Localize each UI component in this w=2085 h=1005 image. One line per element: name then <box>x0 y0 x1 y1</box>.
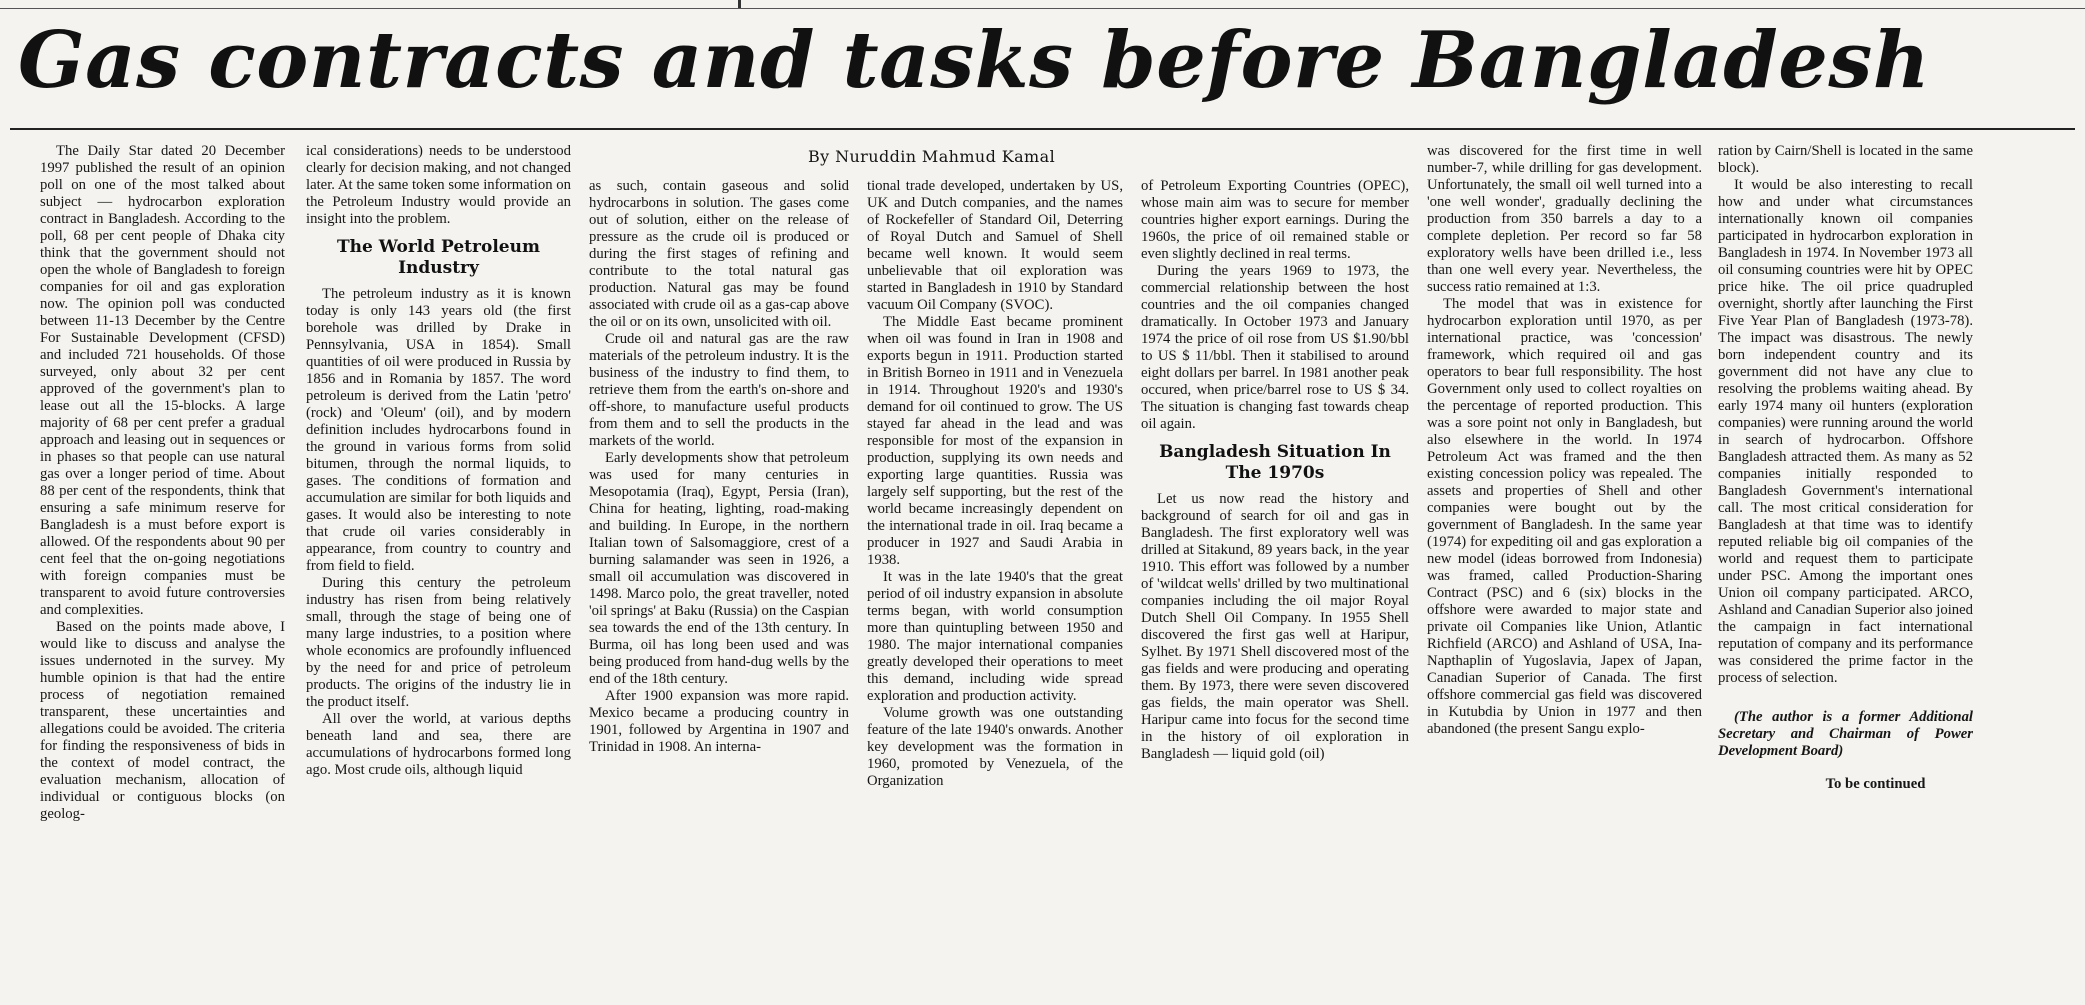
article-column-1 <box>40 143 285 995</box>
byline: By Nuruddin Mahmud Kamal <box>808 147 1056 166</box>
headline: Gas contracts and tasks before Bangladesh <box>18 15 1931 106</box>
paragraph: The petroleum industry as it is known today is only 143 years old (the first borehole was drilled by Drake in Pennsylvania, USA in 1854). Small quantities of oil were produced in Russia by 1856 and in Romania by 1857. The word petroleum is derived from the Latin 'petro' (rock) and 'Oleum' (oil), and by modern definition includes hydrocarbons found in the ground in various forms from solid bitumen, through the normal liquids, to gases. The conditions of formation and accumulation are similar for both liquids and gases. It would also be interesting to note that crude oil varies considerably in appearance, from country to country and from field to field. <box>306 286 571 574</box>
paragraph: It was in the late 1940's that the great period of oil industry expansion in absolute terms began, with world consumption more than quintupling between 1950 and 1980. The major international companies greatly developed their operations to meet this demand, including wide spread exploration and production activity. <box>867 569 1123 704</box>
paragraph: After 1900 expansion was more rapid. Mexico became a producing country in 1901, followed by Argentina in 1907 and Trinidad in 1908. An interna- <box>589 688 849 755</box>
paragraph: Crude oil and natural gas are the raw materials of the petroleum industry. It is the business of the industry to find them, to retrieve them from the earth's on-shore and off-shore, to manufacture useful products from them and to sell the products in the markets of the world. <box>589 331 849 449</box>
to-be-continued: To be continued <box>1825 776 1926 792</box>
paragraph-continued: tional trade developed, undertaken by US, UK and Dutch companies, and the names of Rockefeller of Standard Oil, Deterring of Royal Dutch and Samuel of Shell became well known. It would seem unbelievable that oil exploration was started in Bangladesh in 1910 by Standard vacuum Oil Company (SVOC). <box>867 178 1123 313</box>
author-note: (The author is a former Additional Secretary and Chairman of Power Development Board) <box>1718 709 1973 759</box>
article-column-4 <box>867 178 1123 995</box>
section-heading: Bangladesh Situation In The 1970s <box>1159 442 1391 483</box>
paragraph: Early developments show that petroleum was used for many centuries in Mesopotamia (Iraq), Egypt, Persia (Iran), China for heating, lighting, road-making and building. In Europe, in the northern Italian town of Salsomaggiore, crest of a burning salamander was seen in 1926, a small oil accumulation was discovered in 1498. Marco polo, the great traveller, noted 'oil springs' at Baku (Russia) on the Caspian sea towards the end of the 13th century. In Burma, oil has long been used and was being produced from hand-dug wells by the end of the 18th century. <box>589 450 849 687</box>
paragraph: The model that was in existence for hydrocarbon exploration until 1970, as per international practice, was 'concession' framework, which required oil and gas operators to bear full responsibility. The host Government only used to collect royalties on the percentage of reported production. This was a sore point not only in Bangladesh, but also elsewhere in the world. In 1974 Petroleum Act was framed and the then existing concession policy was repealed. The assets and properties of Shell and other companies were bought out by the government of Bangladesh. In the same year (1974) for expediting oil and gas exploration a new model (ideas borrowed from Indonesia) was framed, called Production-Sharing Contract (PSC) and 6 (six) blocks in the offshore were awarded to major state and private oil Companies like Union, Atlantic Richfield (ARCO) and Ashland of USA, Ina-Napthaplin of Yugoslavia, Japex of Japan, Canadian Superior of Canada. The first offshore commercial gas field was discovered in Kutubdia by Union in 1977 and then abandoned (the present Sangu explo- <box>1427 296 1702 737</box>
paragraph-continued: ration by Cairn/Shell is located in the same block). <box>1718 143 1973 176</box>
paragraph: The Middle East became prominent when oil was found in Iran in 1908 and exports begun in 1911. Production started in British Borneo in 1911 and in Venezuela in 1914. Throughout 1920's and 1930's demand for oil continued to grow. The US stayed far ahead in the lead and was responsible for most of the expansion in production, supplying its own needs and exporting large quantities. Russia was largely self supporting, but the rest of the world became increasingly dependent on the international trade in oil. Iraq became a producer in 1927 and Saudi Arabia in 1938. <box>867 314 1123 568</box>
paragraph: The Daily Star dated 20 December 1997 published the result of an opinion poll on one of the most talked about subject — hydrocarbon exploration contract in Bangladesh. According to the poll, 68 per cent people of Dhaka city think that the government should not open the whole of Bangladesh to foreign companies for oil and gas exploration now. The opinion poll was conducted between 11-13 December by the Centre For Sustainable Development (CFSD) and included 721 households. Of those surveyed, only about 32 per cent approved of the government's plan to lease out all the 15-blocks. A large majority of 68 per cent prefer a gradual approach and leasing out in sequences or in phases so that people can use natural gas over a longer period of time. About 88 per cent of the respondents, think that ensuring a safe minimum reserve for Bangladesh is a must before export is allowed. Of the respondents about 90 per cent feel that the on-going negotiations with foreign companies must be transparent to avoid future controversies and complexities. <box>40 143 285 618</box>
paragraph-continued: as such, contain gaseous and solid hydrocarbons in solution. The gases come out of solution, either on the release of pressure as the crude oil is produced or during the first stages of refining and contribute to the total natural gas production. Natural gas may be found associated with crude oil as a gas-cap above the oil or on its own, unsolicited with oil. <box>589 178 849 330</box>
paragraph: It would be also interesting to recall how and under what circumstances internationally known oil companies participated in hydrocarbon exploration in Bangladesh in 1974. In November 1973 all oil consuming countries were hit by OPEC price hike. The oil price quadrupled overnight, shortly after launching the First Five Year Plan of Bangladesh (1973-78). The impact was disastrous. The newly born independent country and its government did not have any clue to resolving the problems waiting ahead. By early 1974 many oil hunters (exploration companies) were running around the world in search of hydrocarbon. Offshore Bangladesh attracted them. As many as 52 companies initially responded to Bangladesh Government's international call. The most critical consideration for Bangladesh at that time was to identify reputed reliable big oil companies of the world and request them to participate under PSC. Among the important ones Union oil company participated. ARCO, Ashland and Canadian Superior also joined the campaign in fact international reputation of company and its performance was considered the prime factor in the process of selection. <box>1718 177 1973 686</box>
paragraph-continued: was discovered for the first time in well number-7, while drilling for gas development. Unfortunately, the small oil well turned into a 'one well wonder', gradually declining the production from 350 barrels a day to a complete depletion. Per record so far 58 exploratory wells have been drilled i.e., less than one well every year. Nevertheless, the success ratio remained at 1:3. <box>1427 143 1702 295</box>
article-column-5 <box>1141 178 1409 995</box>
paragraph: Let us now read the history and background of search for oil and gas in Bangladesh. The first exploratory well was drilled at Sitakund, 89 years back, in the year 1910. This effort was followed by a number of 'wildcat wells' drilled by two multinational companies including the oil major Royal Dutch Shell Oil Company. In 1955 Shell discovered the first gas well at Haripur, Sylhet. By 1971 Shell discovered most of the gas fields and were producing and operating them. By 1973, there were seven discovered gas fields, the main operator was Shell. Haripur came into focus for the second time in the history of oil exploration in Bangladesh — liquid gold (oil) <box>1141 491 1409 762</box>
paragraph: Based on the points made above, I would like to discuss and analyse the issues undernoted in the survey. My humble opinion is that had the entire process of negotiation remained transparent, these uncertainties and allegations could be avoided. The criteria for finding the responsiveness of bids in the context of model contract, the evaluation mechanism, allocation of individual or contiguous blocks (on geolog- <box>40 619 285 822</box>
paragraph: During the years 1969 to 1973, the commercial relationship between the host countries and the oil companies changed dramatically. In October 1973 and January 1974 the price of oil rose from US $1.90/bbl to US $ 11/bbl. Then it stabilised to around eight dollars per barrel. In 1981 another peak occured, when price/barrel rose to US $ 34. The situation is changing fast towards cheap oil again. <box>1141 263 1409 432</box>
article-column-7 <box>1718 143 1973 995</box>
paragraph-continued: of Petroleum Exporting Countries (OPEC), whose main aim was to secure for member countries higher export earnings. During the 1960s, the price of oil remained stable or even slightly declined in real terms. <box>1141 178 1409 262</box>
article-column-3 <box>589 178 849 995</box>
paragraph: All over the world, at various depths beneath land and sea, there are accumulations of hydrocarbons formed long ago. Most crude oils, although liquid <box>306 711 571 778</box>
headline-rule <box>10 128 2075 130</box>
section-heading: The World Petroleum Industry <box>337 237 540 278</box>
paragraph: During this century the petroleum industry has risen from being relatively small, through the stage of being one of many large industries, to a position where whole economics are profoundly influenced by the need for and price of petroleum products. The origins of the industry lie in the product itself. <box>306 575 571 710</box>
article-column-2 <box>306 143 571 995</box>
paragraph: Volume growth was one outstanding feature of the late 1940's onwards. Another key development was the formation in 1960, promoted by Venezuela, of the Organization <box>867 705 1123 789</box>
article-column-6 <box>1427 143 1702 995</box>
paragraph-continued: ical considerations) needs to be understood clearly for decision making, and not changed later. At the same token some information on the Petroleum Industry would provide an insight into the problem. <box>306 143 571 227</box>
